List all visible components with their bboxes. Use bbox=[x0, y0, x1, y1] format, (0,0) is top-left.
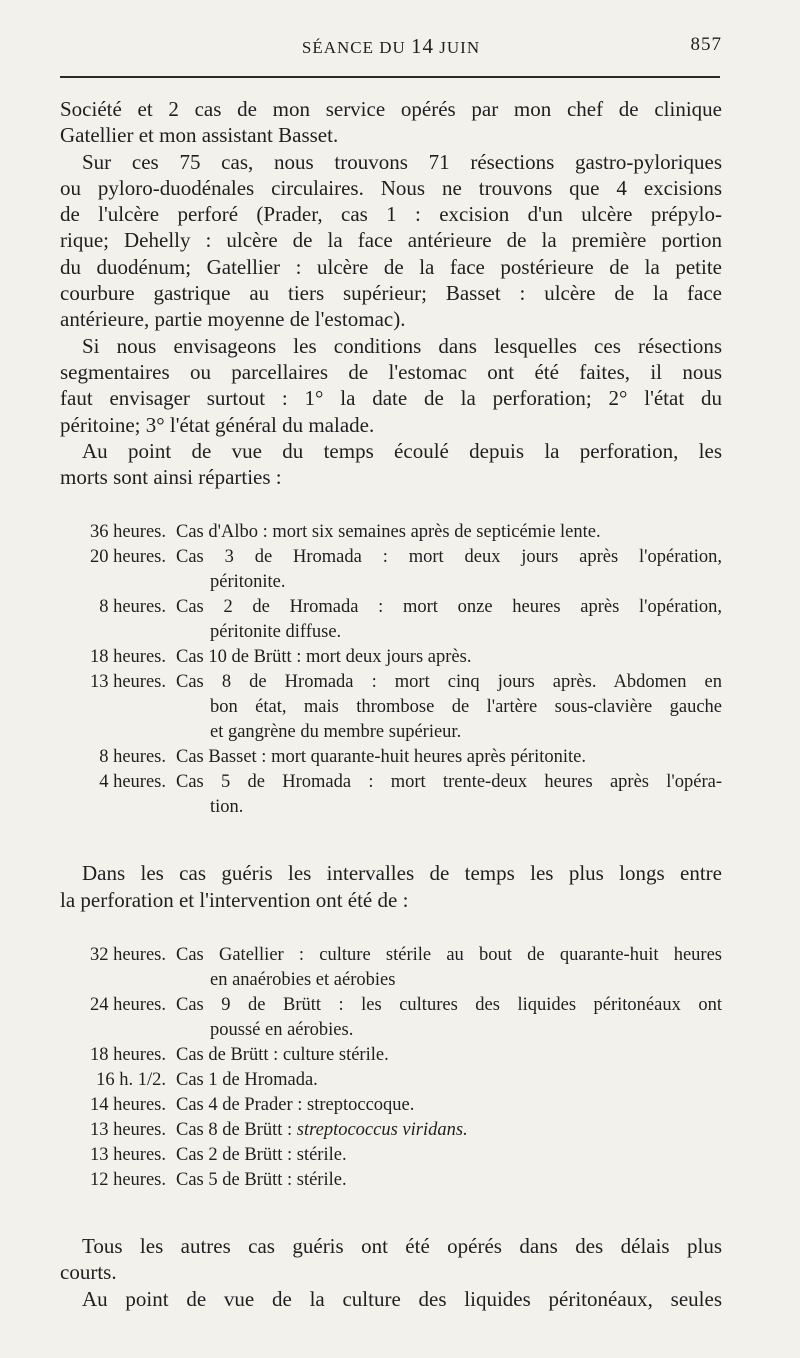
entry-line: Cas 8 de Hromada : mort cinq jours après. Abdomen en bbox=[176, 672, 722, 693]
entry-desc bbox=[176, 745, 722, 770]
page-number: 857 bbox=[690, 34, 722, 55]
entry-line: Cas 5 de Brütt : stérile. bbox=[176, 1170, 347, 1191]
entry-line: péritonite diffuse. bbox=[210, 622, 342, 643]
text-line: Au point de vue de la culture des liquides péritonéaux, seules bbox=[82, 1286, 722, 1311]
text-line: du duodénum; Gatellier : ulcère de la face postérieure de la petite bbox=[60, 254, 722, 279]
entry-line: poussé en aérobies. bbox=[210, 1020, 354, 1041]
entry-line: Cas Basset : mort quarante-huit heures après péritonite. bbox=[176, 747, 586, 768]
entry-text: Cas 8 de Brütt : bbox=[176, 1120, 293, 1141]
list-item bbox=[60, 1143, 722, 1168]
text-line: Si nous envisageons les conditions dans lesquelles ces résections bbox=[82, 333, 722, 358]
entry-time: 16 h. 1/2. bbox=[96, 1070, 166, 1091]
entry-line: Cas Gatellier : culture stérile au bout de quarante-huit heures bbox=[176, 945, 722, 966]
entry-line: et gangrène du membre supérieur. bbox=[210, 722, 462, 743]
list-item bbox=[60, 670, 722, 745]
list-item bbox=[60, 745, 722, 770]
list-item bbox=[60, 1043, 722, 1068]
text-line: courbure gastrique au tiers supérieur; Basset : ulcère de la face bbox=[60, 281, 722, 306]
entry-time: 13 heures. bbox=[89, 672, 166, 693]
running-head-title bbox=[60, 34, 722, 59]
entry-line: bon état, mais thrombose de l'artère sous-clavière gauche bbox=[210, 697, 722, 718]
list-item bbox=[60, 545, 722, 595]
header-rule bbox=[60, 76, 720, 78]
entry-line: Cas d'Albo : mort six semaines après de septicémie lente. bbox=[176, 522, 601, 543]
entry-desc bbox=[176, 1043, 722, 1068]
entry-time: 18 heures. bbox=[89, 647, 166, 668]
title-day: 14 bbox=[411, 34, 435, 58]
text-line: morts sont ainsi réparties : bbox=[60, 465, 282, 490]
list-item bbox=[60, 1118, 722, 1143]
entry-line: Cas 10 de Brütt : mort deux jours après. bbox=[176, 647, 472, 668]
entry-line: péritonite. bbox=[210, 572, 286, 593]
entry-line: Cas 3 de Hromada : mort deux jours après l'opération, bbox=[176, 547, 722, 568]
text-line: Société et 2 cas de mon service opérés par mon chef de clinique bbox=[60, 97, 722, 121]
entry-desc bbox=[176, 520, 722, 545]
list-item bbox=[60, 1093, 722, 1118]
text-line: courts. bbox=[60, 1260, 117, 1285]
entry-line: en anaérobies et aérobies bbox=[210, 970, 396, 991]
cured-list bbox=[60, 943, 722, 1193]
entry-time: 20 heures. bbox=[89, 547, 166, 568]
intro-paragraphs bbox=[60, 96, 722, 490]
entry-desc bbox=[176, 1143, 722, 1168]
text-line: Gatellier et mon assistant Basset. bbox=[60, 123, 339, 148]
text-line: Dans les cas guéris les intervalles de temps les plus longs entre bbox=[82, 861, 722, 886]
middle-paragraph bbox=[60, 860, 722, 913]
list-item bbox=[60, 770, 722, 820]
entry-desc bbox=[176, 670, 722, 745]
page-body bbox=[60, 96, 722, 1312]
list-item bbox=[60, 645, 722, 670]
entry-desc bbox=[176, 1068, 722, 1093]
entry-desc bbox=[176, 595, 722, 645]
entry-line: Cas de Brütt : culture stérile. bbox=[176, 1045, 389, 1066]
entry-line: tion. bbox=[210, 797, 244, 818]
entry-desc bbox=[176, 1118, 722, 1143]
title-prefix: SÉANCE DU bbox=[301, 38, 406, 57]
entry-desc bbox=[176, 943, 722, 993]
entry-line: Cas 2 de Hromada : mort onze heures après l'opération, bbox=[176, 597, 722, 618]
entry-desc bbox=[176, 545, 722, 595]
text-line: la perforation et l'intervention ont été de : bbox=[60, 887, 409, 912]
text-line: faut envisager surtout : 1° la date de la perforation; 2° l'état du bbox=[60, 386, 722, 411]
entry-desc bbox=[176, 1093, 722, 1118]
entry-line: Cas 1 de Hromada. bbox=[176, 1070, 318, 1091]
entry-line: Cas 4 de Prader : streptoccoque. bbox=[176, 1095, 415, 1116]
entry-time: 24 heures. bbox=[89, 995, 166, 1016]
text-line: rique; Dehelly : ulcère de la face antérieure de la première portion bbox=[60, 228, 722, 253]
entry-time: 8 heures. bbox=[99, 747, 166, 768]
entry-time: 8 heures. bbox=[99, 597, 166, 618]
title-month: JUIN bbox=[439, 38, 481, 57]
entry-time: 4 heures. bbox=[99, 772, 166, 793]
entry-line: Cas 2 de Brütt : stérile. bbox=[176, 1145, 347, 1166]
list-item bbox=[60, 1168, 722, 1193]
text-line: ou pyloro-duodénales circulaires. Nous ne trouvons que 4 excisions bbox=[60, 175, 722, 200]
running-head bbox=[60, 34, 722, 60]
text-line: de l'ulcère perforé (Prader, cas 1 : excision d'un ulcère prépylo- bbox=[60, 202, 722, 227]
text-line: antérieure, partie moyenne de l'estomac). bbox=[60, 307, 406, 332]
list-item bbox=[60, 993, 722, 1043]
list-item bbox=[60, 595, 722, 645]
entry-desc bbox=[176, 770, 722, 820]
closing-paragraph bbox=[60, 1233, 722, 1312]
entry-line: Cas 9 de Brütt : les cultures des liquides péritonéaux ont bbox=[176, 995, 722, 1016]
text-line: segmentaires ou parcellaires de l'estomac ont été faites, il nous bbox=[60, 359, 722, 384]
entry-desc bbox=[176, 1168, 722, 1193]
list-item bbox=[60, 943, 722, 993]
text-line: péritoine; 3° l'état général du malade. bbox=[60, 412, 375, 437]
entry-time: 12 heures. bbox=[89, 1170, 166, 1191]
entry-time: 13 heures. bbox=[89, 1145, 166, 1166]
list-item bbox=[60, 520, 722, 545]
entry-time: 13 heures. bbox=[89, 1120, 166, 1141]
entry-time: 32 heures. bbox=[89, 945, 166, 966]
deaths-list bbox=[60, 520, 722, 820]
entry-line bbox=[176, 1118, 722, 1143]
entry-italic-text: streptococcus viridans. bbox=[296, 1120, 468, 1141]
entry-line: Cas 5 de Hromada : mort trente-deux heures après l'opéra- bbox=[176, 772, 722, 793]
entry-desc bbox=[176, 645, 722, 670]
text-line: Au point de vue du temps écoulé depuis la perforation, les bbox=[82, 438, 722, 463]
entry-time: 18 heures. bbox=[89, 1045, 166, 1066]
text-line: Tous les autres cas guéris ont été opérés dans des délais plus bbox=[82, 1234, 722, 1259]
entry-time: 14 heures. bbox=[89, 1095, 166, 1116]
entry-desc bbox=[176, 993, 722, 1043]
list-item bbox=[60, 1068, 722, 1093]
entry-time: 36 heures. bbox=[89, 522, 166, 543]
text-line: Sur ces 75 cas, nous trouvons 71 résections gastro-pyloriques bbox=[82, 149, 722, 174]
